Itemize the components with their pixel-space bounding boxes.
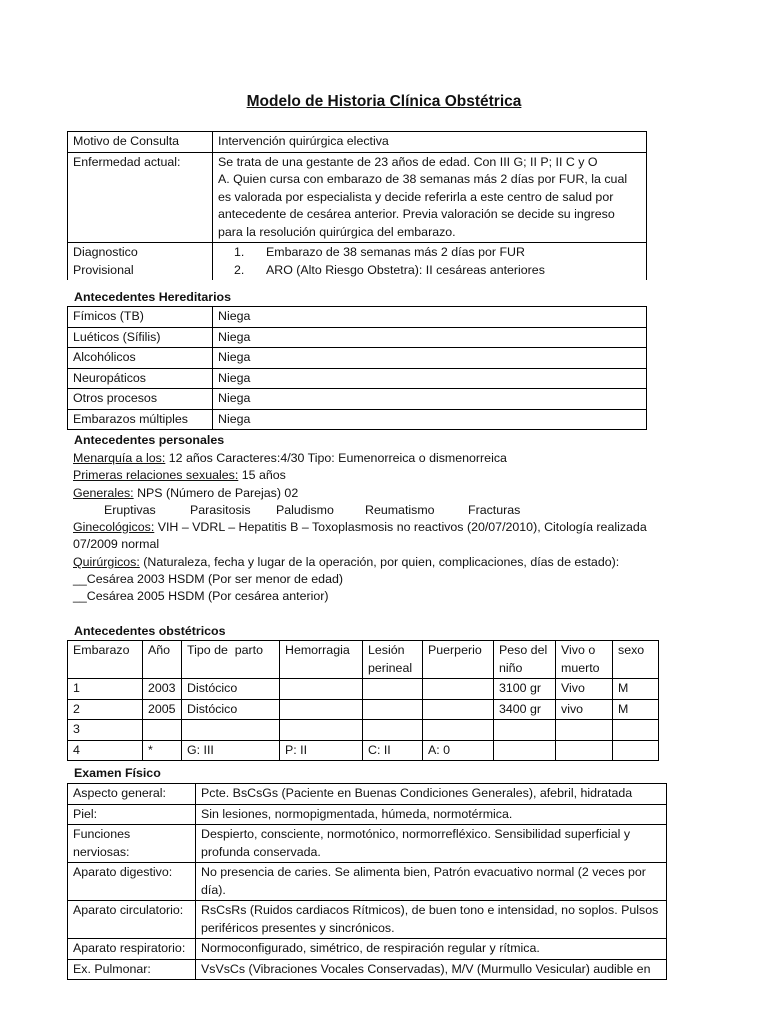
generales-item: Paludismo (276, 503, 334, 517)
table-row (68, 740, 659, 761)
cell: vivo (556, 699, 613, 720)
menarquia-label: Menarquía a los: (73, 451, 166, 465)
item-number: 2. (234, 262, 245, 277)
cell (613, 740, 659, 761)
item-text: ARO (Alto Riesgo Obstetra): II cesáreas anteriores (266, 262, 545, 277)
item-number: 1. (234, 245, 245, 259)
cell: 4 (68, 740, 143, 761)
page-title: Modelo de Historia Clínica Obstétrica (246, 93, 522, 110)
table-row (68, 409, 647, 430)
cell (363, 720, 423, 741)
relaciones-label: Primeras relaciones sexuales: (73, 468, 239, 482)
row-value: Niega (213, 348, 647, 369)
row-label: Luéticos (Sífilis) (68, 327, 213, 348)
cell (556, 720, 613, 741)
column-header: Peso del niño (494, 641, 556, 679)
consulta-table (67, 131, 647, 280)
relaciones-line (73, 467, 286, 485)
motivo-value: Intervención quirúrgica electiva (213, 132, 647, 153)
cell (280, 679, 363, 700)
generales-line (73, 485, 298, 503)
diagnostico-label (68, 243, 213, 281)
table-row (68, 699, 659, 720)
table-row (68, 368, 647, 389)
row-label: Piel: (68, 804, 196, 825)
cell: 2 (68, 699, 143, 720)
enfermedad-row (68, 152, 647, 243)
row-value: Pcte. BsCsGs (Paciente en Buenas Condiciones Generales), afebril, hidratada (196, 784, 667, 805)
quirurgicos-value: (Naturaleza, fecha y lugar de la operación, por quien, complicaciones, días de estado): (139, 555, 620, 569)
cell: Distócico (182, 679, 280, 700)
column-header: Tipo de parto (182, 641, 280, 679)
row-label: Alcohólicos (68, 348, 213, 369)
row-value: Niega (213, 307, 647, 328)
diagnostico-item (218, 244, 641, 262)
table-row (68, 901, 667, 939)
column-header: Hemorragia (280, 641, 363, 679)
quirurgicos-label: Quirúrgicos: (73, 555, 140, 569)
row-value: RsCsRs (Ruidos cardiacos Rítmicos), de buen tono e intensidad, no soplos. Pulsos periféricos presentes y sincrónicos. (196, 901, 667, 939)
cell (423, 699, 494, 720)
hereditarios-table (67, 306, 647, 430)
generales-value: NPS (Número de Parejas) 02 (133, 486, 299, 500)
personales-heading: Antecedentes personales (74, 433, 225, 447)
table-row (68, 348, 647, 369)
table-row (68, 825, 667, 863)
column-header: Vivo o muerto (556, 641, 613, 679)
gineco-label: Ginecológicos: (73, 520, 155, 534)
generales-item: Fracturas (468, 503, 521, 517)
row-label: Neuropáticos (68, 368, 213, 389)
row-label: Aparato respiratorio: (68, 939, 196, 960)
obstetricos-table (67, 640, 659, 761)
table-row (68, 307, 647, 328)
cell: * (143, 740, 182, 761)
cell (494, 720, 556, 741)
motivo-row (68, 132, 647, 153)
table-row (68, 389, 647, 410)
cell: C: II (363, 740, 423, 761)
cell: 1 (68, 679, 143, 700)
cell: 2005 (143, 699, 182, 720)
table-row (68, 804, 667, 825)
cell: P: II (280, 740, 363, 761)
cell (423, 720, 494, 741)
enfermedad-value (213, 152, 647, 243)
cell (182, 720, 280, 741)
table-row (68, 784, 667, 805)
examen-table (67, 783, 667, 980)
row-value: No presencia de caries. Se alimenta bien, Patrón evacuativo normal (2 veces por día). (196, 863, 667, 901)
column-header: sexo (613, 641, 659, 679)
obstetricos-heading: Antecedentes obstétricos (74, 624, 226, 638)
gineco-line (73, 519, 647, 537)
column-header: Lesión perineal (363, 641, 423, 679)
hereditarios-heading: Antecedentes Hereditarios (74, 290, 232, 304)
cell (494, 740, 556, 761)
row-value: Despierto, consciente, normotónico, normorrefléxico. Sensibilidad superficial y profunda conservada. (196, 825, 667, 863)
row-value: Niega (213, 327, 647, 348)
table-row (68, 959, 667, 980)
generales-item: Reumatismo (365, 503, 435, 517)
row-label: Aparato circulatorio: (68, 901, 196, 939)
generales-item: Eruptivas (104, 503, 156, 517)
cell (143, 720, 182, 741)
cell: 3400 gr (494, 699, 556, 720)
cell: 3100 gr (494, 679, 556, 700)
row-value: Normoconfigurado, simétrico, de respiración regular y rítmica. (196, 939, 667, 960)
cell: M (613, 679, 659, 700)
examen-heading: Examen Físico (74, 766, 161, 780)
gineco-line-2: 07/2009 normal (73, 537, 160, 551)
quirurgico-item: __Cesárea 2003 HSDM (Por ser menor de edad) (73, 572, 343, 586)
row-label: Otros procesos (68, 389, 213, 410)
table-row (68, 679, 659, 700)
column-header: Puerperio (423, 641, 494, 679)
row-label: Fímicos (TB) (68, 307, 213, 328)
column-header: Año (143, 641, 182, 679)
row-value: Niega (213, 389, 647, 410)
row-label: Funciones nerviosas: (68, 825, 196, 863)
enfermedad-line: Se trata de una gestante de 23 años de edad. Con III G; II P; II C y O (218, 154, 598, 169)
cell: 3 (68, 720, 143, 741)
cell: Vivo (556, 679, 613, 700)
generales-label: Generales: (73, 486, 134, 500)
quirurgicos-line (73, 554, 619, 572)
cell: M (613, 699, 659, 720)
table-row (68, 327, 647, 348)
cell (363, 699, 423, 720)
cell (280, 699, 363, 720)
cell (423, 679, 494, 700)
enfermedad-line: antecedente de cesárea anterior. Previa valoración se decide su ingreso (218, 207, 615, 221)
row-value: Sin lesiones, normopigmentada, húmeda, normotérmica. (196, 804, 667, 825)
cell (363, 679, 423, 700)
table-row (68, 720, 659, 741)
item-text: Embarazo de 38 semanas más 2 días por FUR (266, 245, 525, 259)
enfermedad-label: Enfermedad actual: (68, 152, 213, 243)
row-value: Niega (213, 368, 647, 389)
column-header: Embarazo (68, 641, 143, 679)
generales-items (104, 502, 520, 520)
cell (613, 720, 659, 741)
gineco-value: VIH – VDRL – Hepatitis B – Toxoplasmosis no reactivos (20/07/2010), Citología realizada (154, 520, 647, 534)
row-value: VsVsCs (Vibraciones Vocales Conservadas), M/V (Murmullo Vesicular) audible en (196, 959, 667, 980)
quirurgico-item: __Cesárea 2005 HSDM (Por cesárea anterior) (73, 589, 329, 603)
relaciones-value: 15 años (238, 468, 286, 482)
diagnostico-row (68, 243, 647, 281)
enfermedad-line: es valorada por especialista y decide referirla a este centro de salud por (218, 189, 614, 204)
diagnostico-label-1: Diagnostico (73, 245, 138, 259)
row-label: Aparato digestivo: (68, 863, 196, 901)
diagnostico-item (218, 262, 641, 280)
generales-item: Parasitosis (190, 503, 251, 517)
table-header-row (68, 641, 659, 679)
row-label: Aspecto general: (68, 784, 196, 805)
motivo-label: Motivo de Consulta (68, 132, 213, 153)
menarquia-value: 12 años Caracteres:4/30 Tipo: Eumenorreica o dismenorreica (165, 451, 507, 465)
table-row (68, 939, 667, 960)
cell: A: 0 (423, 740, 494, 761)
row-value: Niega (213, 409, 647, 430)
cell: G: III (182, 740, 280, 761)
row-label: Embarazos múltiples (68, 409, 213, 430)
cell (556, 740, 613, 761)
diagnostico-label-2: Provisional (73, 262, 134, 277)
cell: Distócico (182, 699, 280, 720)
row-label: Ex. Pulmonar: (68, 959, 196, 980)
enfermedad-line: para la resolución quirúrgica del embarazo. (218, 224, 456, 239)
table-row (68, 863, 667, 901)
diagnostico-list (213, 243, 647, 281)
cell (280, 720, 363, 741)
enfermedad-line: A. Quien cursa con embarazo de 38 semanas más 2 días por FUR, la cual (218, 172, 628, 186)
cell: 2003 (143, 679, 182, 700)
menarquia-line (73, 450, 507, 468)
